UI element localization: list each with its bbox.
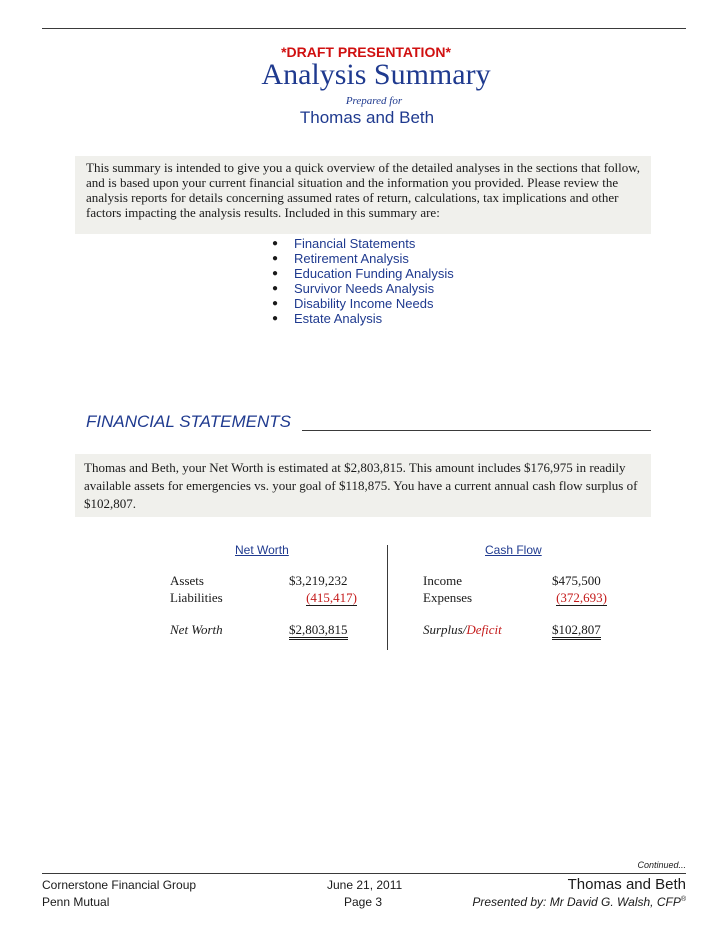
liabilities-value-cell: [289, 590, 357, 606]
footer-company: Cornerstone Financial Group: [42, 878, 197, 892]
net-worth-heading: Net Worth: [235, 543, 289, 557]
list-item: ● Estate Analysis: [272, 311, 454, 326]
financial-summary-text: Thomas and Beth, your Net Worth is estimated at $2,803,815. This amount includes $176,975 in readily available assets for emergencies vs. your goal of $118,875. You have a current annual cash flow surplus of $102,807.: [84, 460, 638, 511]
assets-label: Assets: [170, 573, 204, 588]
analysis-list: [272, 236, 454, 326]
net-worth-total-value: $2,803,815: [289, 622, 348, 640]
presenter-text: Presented by: Mr David G. Walsh, CFP: [472, 895, 681, 909]
list-item: ● Retirement Analysis: [272, 251, 454, 266]
expenses-label: Expenses: [423, 590, 473, 605]
net-worth-total-value-cell: [289, 622, 348, 638]
list-item: ● Disability Income Needs: [272, 296, 454, 311]
section-heading-financial-statements: FINANCIAL STATEMENTS: [86, 412, 291, 431]
continued-label: Continued...: [637, 860, 686, 870]
footer-rule: [42, 873, 686, 874]
list-item: ● Education Funding Analysis: [272, 266, 454, 281]
assets-value: $3,219,232: [289, 573, 348, 588]
footer-affiliate: Penn Mutual: [42, 895, 110, 909]
expenses-value-cell: [552, 590, 607, 606]
income-value: $475,500: [552, 573, 601, 588]
footer-date: June 21, 2011: [327, 878, 403, 892]
cash-flow-heading: Cash Flow: [485, 543, 542, 557]
intro-text: This summary is intended to give you a quick overview of the detailed analyses in the sections that follow, and is based upon your current financial situation and the information you provided. Please review the analysis reports for details concerning assumed rates of return, calculations, tax implications and other factors impacting the analysis results. Included in this summary are:: [86, 160, 641, 220]
liabilities-label: Liabilities: [170, 590, 223, 605]
expenses-value: (372,693): [556, 590, 607, 605]
page-title: Analysis Summary: [261, 58, 491, 91]
registered-mark: ®: [680, 896, 686, 903]
footer-page-number: Page 3: [344, 895, 383, 909]
list-item: ● Financial Statements: [272, 236, 454, 251]
surplus-deficit-label: [423, 622, 502, 638]
deficit-label: Deficit: [466, 622, 502, 637]
draft-label: *DRAFT PRESENTATION*: [281, 44, 451, 60]
footer-presented-by: [416, 895, 686, 909]
client-name: Thomas and Beth: [299, 108, 435, 127]
net-worth-total-label: Net Worth: [170, 622, 223, 637]
surplus-label: Surplus/: [423, 622, 467, 637]
income-label: Income: [423, 573, 462, 588]
liabilities-value: (415,417): [306, 590, 357, 605]
header-rule: [42, 28, 686, 29]
cash-flow-total-value-cell: [552, 622, 601, 638]
prepared-for-label: Prepared for: [345, 95, 403, 107]
table-divider: [387, 545, 388, 650]
cash-flow-total-value: $102,807: [552, 622, 601, 640]
list-item: ● Survivor Needs Analysis: [272, 281, 454, 296]
footer-client-name: Thomas and Beth: [567, 876, 686, 893]
section-rule: [302, 430, 651, 431]
